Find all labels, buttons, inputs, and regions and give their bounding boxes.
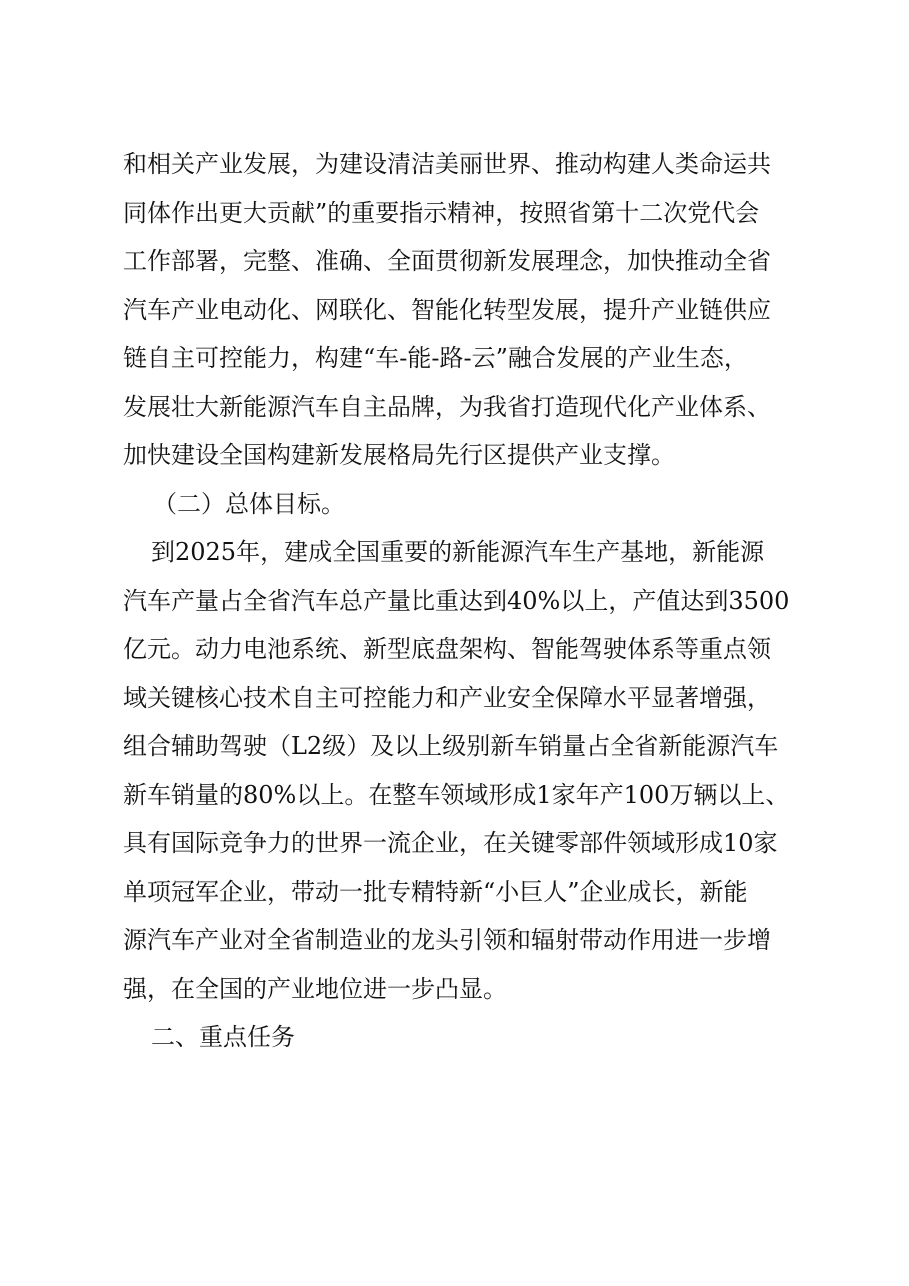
paragraph-line: 新车销量的80%以上。在整车领域形成1家年产100万辆以上、 xyxy=(123,780,790,809)
section-subheading: （二）总体目标。 xyxy=(153,489,345,518)
paragraph-line: 具有国际竞争力的世界一流企业，在关键零部件领域形成10家 xyxy=(123,829,778,857)
paragraph-line: 工作部署，完整、准确、全面贯彻新发展理念，加快推动全省 xyxy=(123,247,771,275)
paragraph-line: 到2025年，建成全国重要的新能源汽车生产基地，新能源 xyxy=(151,538,765,566)
body-text xyxy=(123,140,803,1062)
paragraph-line: 加快建设全国构建新发展格局先行区提供产业支撑。 xyxy=(123,441,675,469)
paragraph-line: 汽车产业电动化、网联化、智能化转型发展，提升产业链供应 xyxy=(123,295,771,324)
paragraph-line: 亿元。动力电池系统、新型底盘架构、智能驾驶体系等重点领 xyxy=(123,635,771,663)
paragraph-line: 和相关产业发展，为建设清洁美丽世界、推动构建人类命运共 xyxy=(123,150,771,178)
paragraph-line: 域关键核心技术自主可控能力和产业安全保障水平显著增强， xyxy=(123,683,771,712)
section-heading: 二、重点任务 xyxy=(151,1023,295,1051)
paragraph-line: 强，在全国的产业地位进一步凸显。 xyxy=(123,974,507,1003)
paragraph-line: 发展壮大新能源汽车自主品牌，为我省打造现代化产业体系、 xyxy=(123,392,771,421)
paragraph-line: 源汽车产业对全省制造业的龙头引领和辐射带动作用进一步增 xyxy=(123,926,771,954)
paragraph-line: 链自主可控能力，构建“车-能-路-云”融合发展的产业生态， xyxy=(123,344,748,372)
paragraph-line: 单项冠军企业，带动一批专精特新“小巨人”企业成长，新能 xyxy=(123,877,748,906)
paragraph-line: 同体作出更大贡献”的重要指示精神，按照省第十二次党代会 xyxy=(123,198,760,227)
paragraph-line: 组合辅助驾驶（L2级）及以上级别新车销量占全省新能源汽车 xyxy=(123,732,779,760)
paragraph-line: 汽车产量占全省汽车总产量比重达到40%以上，产值达到3500 xyxy=(123,586,790,615)
